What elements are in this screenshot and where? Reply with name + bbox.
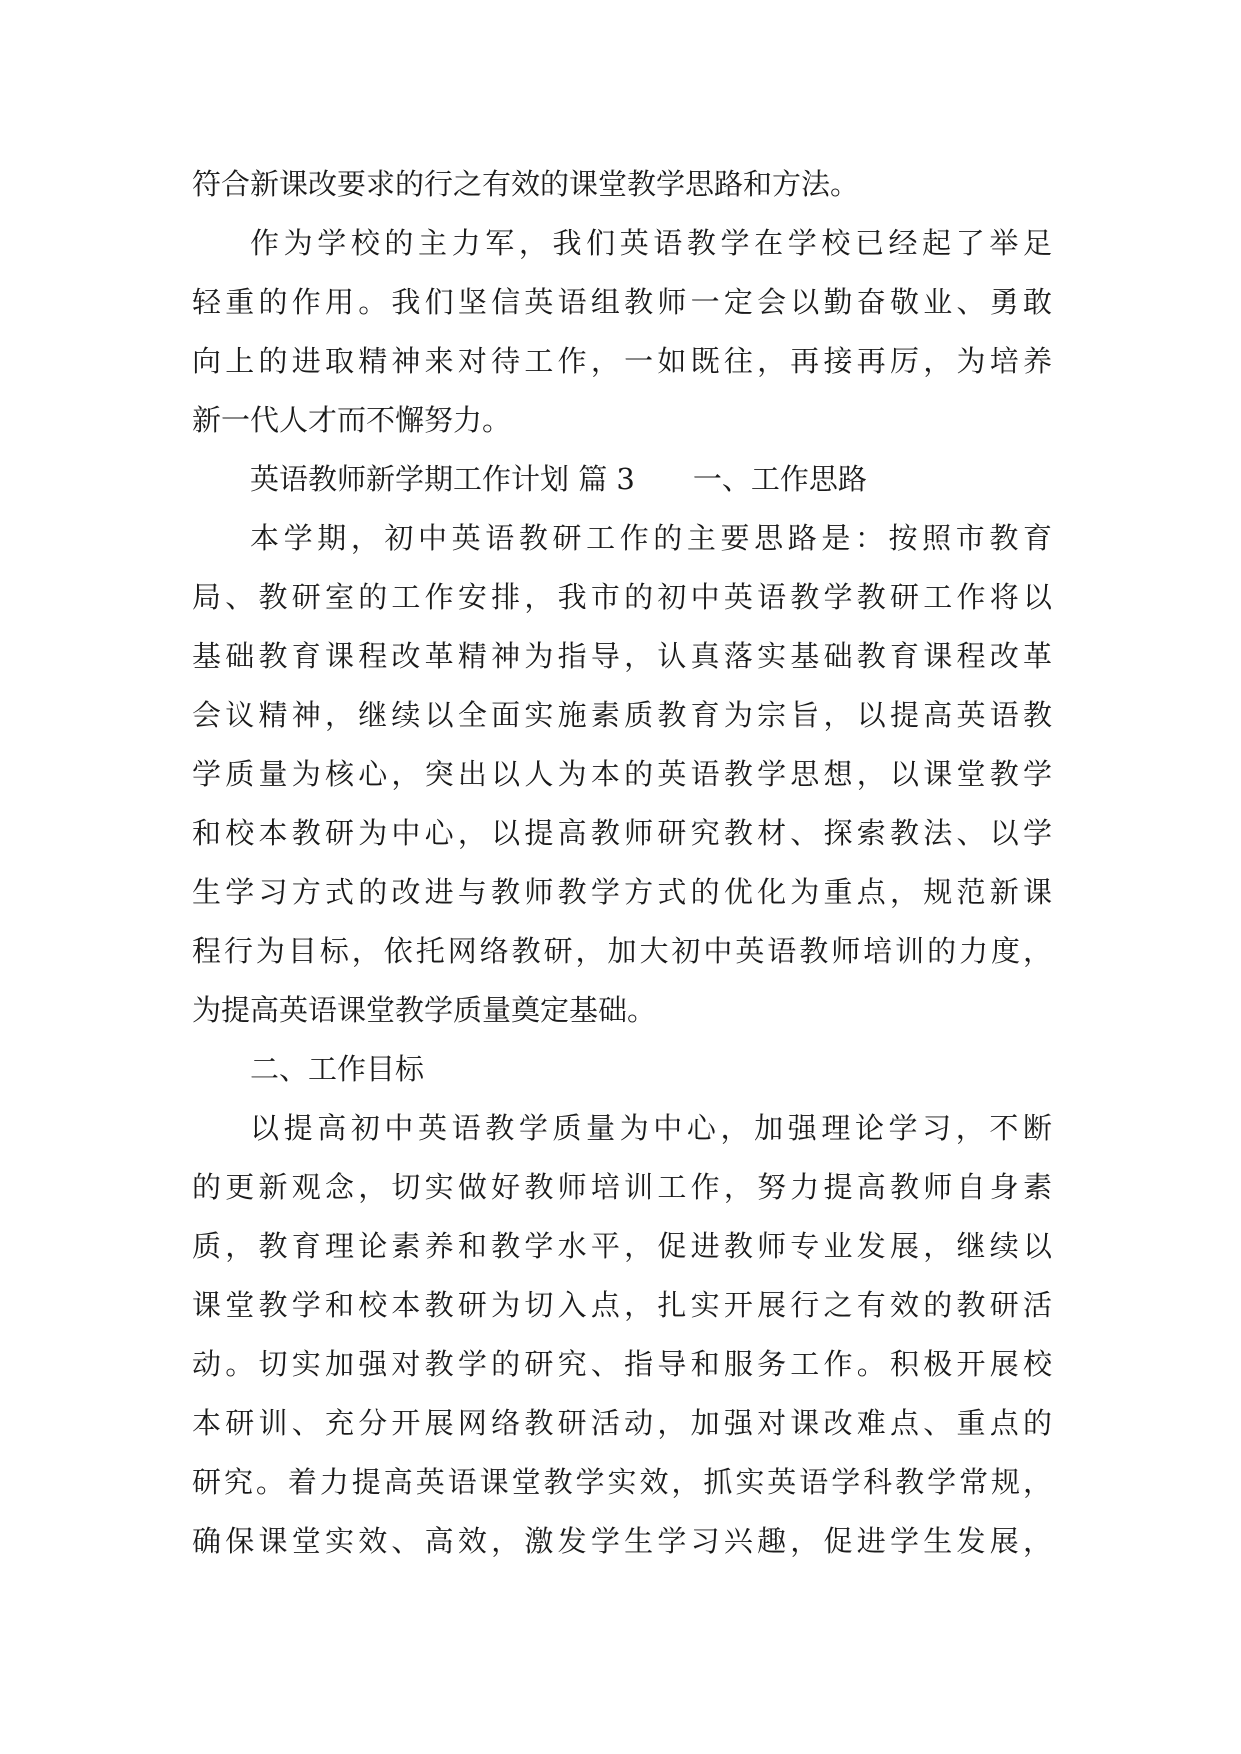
text-line: 轻重的作用。我们坚信英语组教师一定会以勤奋敬业、勇敢	[192, 285, 1052, 319]
text-line: 确保课堂实效、高效，激发学生学习兴趣，促进学生发展，	[192, 1524, 1052, 1558]
text-line: 符合新课改要求的行之有效的课堂教学思路和方法。	[192, 167, 860, 201]
text-line: 研究。着力提高英语课堂教学实效，抓实英语学科教学常规，	[192, 1465, 1052, 1499]
text-line: 的更新观念，切实做好教师培训工作，努力提高教师自身素	[192, 1170, 1052, 1204]
text-line: 生学习方式的改进与教师教学方式的优化为重点，规范新课	[192, 875, 1052, 909]
plan-title: 英语教师新学期工作计划 篇 3	[250, 462, 635, 496]
heading-gap	[635, 450, 693, 509]
text-line: 局、教研室的工作安排，我市的初中英语教学教研工作将以	[192, 580, 1052, 614]
text-line: 向上的进取精神来对待工作，一如既往，再接再厉，为培养	[192, 344, 1052, 378]
text-line: 和校本教研为中心，以提高教师研究教材、探索教法、以学	[192, 816, 1052, 850]
text-line: 程行为目标，依托网络教研，加大初中英语教师培训的力度，	[192, 934, 1052, 968]
text-line: 新一代人才而不懈努力。	[192, 403, 512, 437]
text-line: 学质量为核心，突出以人为本的英语教学思想，以课堂教学	[192, 757, 1052, 791]
text-line: 本研训、充分开展网络教研活动，加强对课改难点、重点的	[192, 1406, 1052, 1440]
text-line: 质，教育理论素养和教学水平，促进教师专业发展，继续以	[192, 1229, 1052, 1263]
text-line: 作为学校的主力军，我们英语教学在学校已经起了举足	[250, 226, 1052, 260]
text-line: 为提高英语课堂教学质量奠定基础。	[192, 993, 657, 1027]
section-heading-line	[192, 450, 1052, 509]
text-line: 以提高初中英语教学质量为中心，加强理论学习，不断	[250, 1111, 1052, 1145]
document-body	[192, 155, 1052, 1571]
section-title: 一、工作思路	[692, 462, 867, 496]
text-line: 二、工作目标	[250, 1052, 425, 1086]
text-line: 动。切实加强对教学的研究、指导和服务工作。积极开展校	[192, 1347, 1052, 1381]
text-line: 基础教育课程改革精神为指导，认真落实基础教育课程改革	[192, 639, 1052, 673]
text-line: 会议精神，继续以全面实施素质教育为宗旨，以提高英语教	[192, 698, 1052, 732]
text-line: 本学期，初中英语教研工作的主要思路是：按照市教育	[250, 521, 1052, 555]
text-line: 课堂教学和校本教研为切入点，扎实开展行之有效的教研活	[192, 1288, 1052, 1322]
